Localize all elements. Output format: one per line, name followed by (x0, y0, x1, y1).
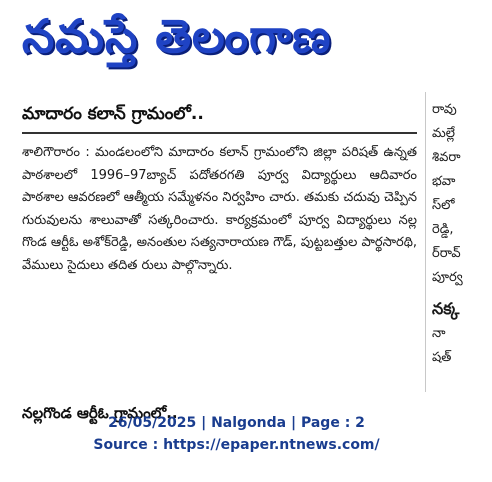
article-headline: మాదారం కలాన్‌ గ్రామంలో.. (22, 104, 204, 124)
column-separator (425, 92, 426, 392)
cut-off-heading: నల్లగొండ ఆర్టీఓ గ్రామంలో.. (22, 404, 178, 422)
side-heading: నక్క (432, 299, 460, 318)
side-line: నా (432, 326, 446, 341)
side-column (432, 98, 492, 370)
side-line: రావు (432, 102, 457, 117)
side-line: భవా (432, 174, 456, 189)
headline-rule (22, 132, 417, 134)
masthead (0, 0, 473, 78)
side-line: మల్లే (432, 126, 455, 141)
side-line: ర్‌రావ్‌ (432, 246, 461, 261)
side-line: పూర్వ (432, 270, 463, 285)
article-body: శాలిగౌరారం : మండలంలోని మాదారం కలాన్‌ గ్రామంలోని జిల్లా పరిషత్‌ ఉన్నత పాఠశాలలో 1996–97బ్యాచ్‌ పదోతరగతి పూర్వ విద్యార్థులు ఆదివారం పాఠశాల ఆవరణలో ఆత్మీయ సమ్మేళనం నిర్వహిం చారు. తమకు చదువు చెప్పిన గురువులను శాలువాతో సత్కరించారు. కార్యక్రమంలో పూర్వ విద్యార్థులు నల్ల గొండ ఆర్టీఓ అశోక్‌రెడ్డి, అనంతుల సత్యనారాయణ గౌడ్‌, పుట్టబత్తుల పార్థసారథి, వేములు సైదులు తదిత రులు పాల్గొన్నారు. (22, 145, 417, 273)
footer-caption (0, 412, 473, 456)
side-line: స్‌లో (432, 198, 455, 213)
main-article (22, 102, 417, 277)
newspaper-clipping (0, 92, 473, 422)
side-line: షత్‌ (432, 350, 452, 365)
date-edition-page: 26/05/2025 | Nalgonda | Page : 2 (108, 415, 365, 431)
source-url: Source : https://epaper.ntnews.com/ (93, 437, 380, 453)
newspaper-title: నమస్తే తెలంగాణ (22, 9, 332, 63)
side-line: శివరా (432, 150, 461, 165)
side-line: రెడ్డి, (432, 222, 454, 237)
